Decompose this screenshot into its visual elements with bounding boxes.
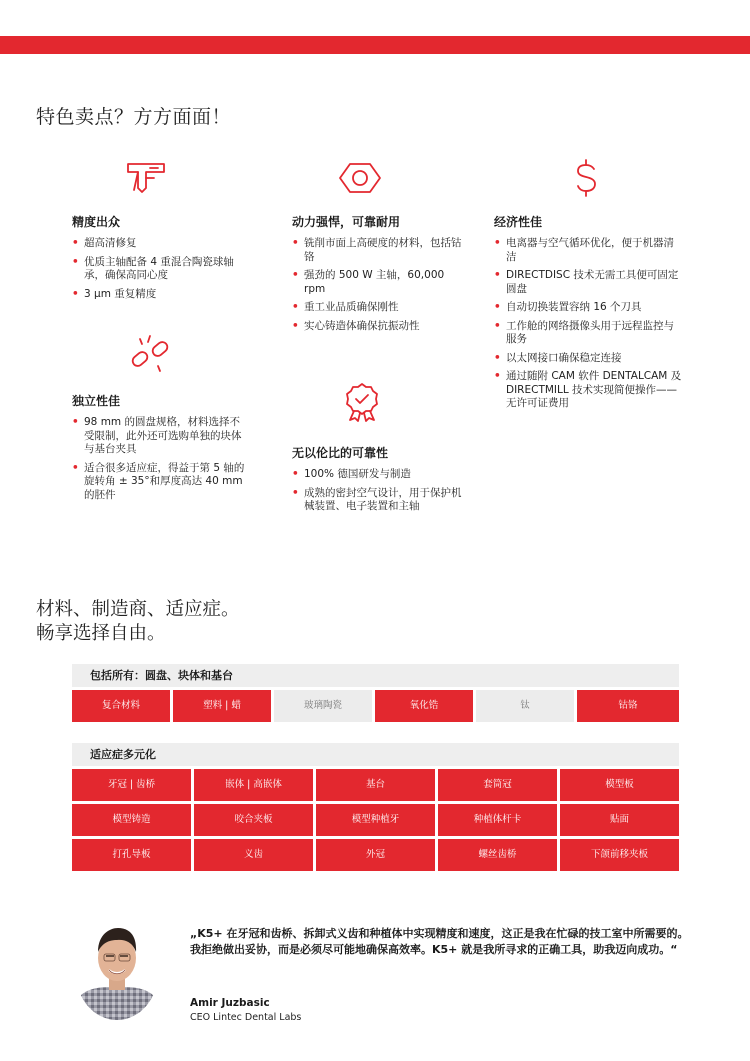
list-item: • 适合很多适应症，得益于第 5 轴的旋转角 ± 35°和厚度高达 40 mm 的胚件 xyxy=(72,462,247,503)
feature-title: 精度出众 xyxy=(72,215,121,229)
feature-bullet-list xyxy=(72,237,247,306)
list-item: • 实心铸造体确保抗振动性 xyxy=(292,320,462,334)
list-item: • 电离器与空气循环优化，便于机器清洁 xyxy=(494,237,684,264)
materials-row xyxy=(72,690,679,722)
indication-cell: 模型种植牙 xyxy=(316,804,435,836)
top-accent-bar xyxy=(0,36,750,54)
indication-cell: 贴面 xyxy=(560,804,679,836)
list-item: • 成熟的密封空气设计，用于保护机械装置、电子装置和主轴 xyxy=(292,487,467,514)
material-chip: 氧化锆 xyxy=(375,690,473,722)
section-title-features: 特色卖点？方方面面！ xyxy=(36,106,232,128)
list-item: • 98 mm 的圆盘规格，材料选择不受限制，此外还可选购单独的块体与基台夹具 xyxy=(72,416,247,457)
materials-panel xyxy=(72,664,679,722)
list-item: • 优质主轴配备 4 重混合陶瓷球轴承，确保高同心度 xyxy=(72,256,247,283)
feature-bullet-list xyxy=(292,237,462,338)
indication-cell: 咬合夹板 xyxy=(194,804,313,836)
list-item: • 超高清修复 xyxy=(72,237,247,251)
feature-bullet-list xyxy=(72,416,247,507)
indication-cell: 外冠 xyxy=(316,839,435,871)
list-item: • 铣削市面上高硬度的材料，包括钴铬 xyxy=(292,237,462,264)
material-chip-inactive: 钛 xyxy=(476,690,574,722)
quote-text: „K5+ 在牙冠和齿桥、拆卸式义齿和种植体中实现精度和速度，这正是我在忙碌的技工室中所需要的。我拒绝做出妥协，而是必须尽可能地确保高效率。K5+ 就是我所寻求的正确工具，助我迈向成功。“ xyxy=(190,927,689,956)
indication-cell: 基台 xyxy=(316,769,435,801)
hex-nut-icon xyxy=(338,158,382,198)
indication-cell: 模型铸造 xyxy=(72,804,191,836)
indication-cell: 模型板 xyxy=(560,769,679,801)
avatar xyxy=(76,918,158,1020)
list-item: • 通过随附 CAM 软件 DENTALCAM 及 DIRECTMILL 技术实现简便操作——无许可证费用 xyxy=(494,370,684,411)
feature-title: 动力强悍，可靠耐用 xyxy=(292,215,401,229)
list-item: • 自动切换装置容纳 16 个刀具 xyxy=(494,301,684,315)
indication-cell: 下颌前移夹板 xyxy=(560,839,679,871)
material-chip: 钴铬 xyxy=(577,690,679,722)
quote-author-name: Amir Juzbasic xyxy=(190,997,270,1009)
feature-title: 经济性佳 xyxy=(494,215,543,229)
feature-title: 独立性佳 xyxy=(72,394,121,408)
indications-grid xyxy=(72,769,679,871)
feature-bullet-list xyxy=(494,237,684,416)
indication-cell: 牙冠 | 齿桥 xyxy=(72,769,191,801)
list-item: • 100% 德国研发与制造 xyxy=(292,468,467,482)
list-item: • 强劲的 500 W 主轴，60,000 rpm xyxy=(292,269,462,296)
feature-title: 无以伦比的可靠性 xyxy=(292,446,389,460)
indication-cell: 套筒冠 xyxy=(438,769,557,801)
list-item: • 工作舱的网络摄像头用于远程监控与服务 xyxy=(494,320,684,347)
indication-cell: 义齿 xyxy=(194,839,313,871)
material-chip-inactive: 玻璃陶瓷 xyxy=(274,690,372,722)
caliper-icon xyxy=(124,158,168,198)
material-chip: 塑料 | 蜡 xyxy=(173,690,271,722)
indication-cell: 螺丝齿桥 xyxy=(438,839,557,871)
indications-panel xyxy=(72,743,679,871)
list-item: • 重工业品质确保刚性 xyxy=(292,301,462,315)
section-title-line: 材料、制造商、适应症。 xyxy=(36,599,240,620)
material-chip: 复合材料 xyxy=(72,690,170,722)
section-title-line: 畅享选择自由。 xyxy=(36,623,166,644)
section-title-freedom xyxy=(36,598,240,646)
award-badge-icon xyxy=(340,382,384,422)
feature-bullet-list xyxy=(292,468,467,519)
quote-author-role: CEO Lintec Dental Labs xyxy=(190,1012,302,1023)
materials-header: 包括所有：圆盘、块体和基台 xyxy=(72,664,679,687)
indications-header: 适应症多元化 xyxy=(72,743,679,766)
indication-cell: 种植体杆卡 xyxy=(438,804,557,836)
broken-chain-icon xyxy=(128,334,172,374)
list-item: • DIRECTDISC 技术无需工具便可固定圆盘 xyxy=(494,269,684,296)
indication-cell: 打孔导板 xyxy=(72,839,191,871)
list-item: • 以太网接口确保稳定连接 xyxy=(494,352,684,366)
indication-cell: 嵌体 | 高嵌体 xyxy=(194,769,313,801)
list-item: • 3 μm 重复精度 xyxy=(72,288,247,302)
dollar-icon xyxy=(565,158,609,198)
